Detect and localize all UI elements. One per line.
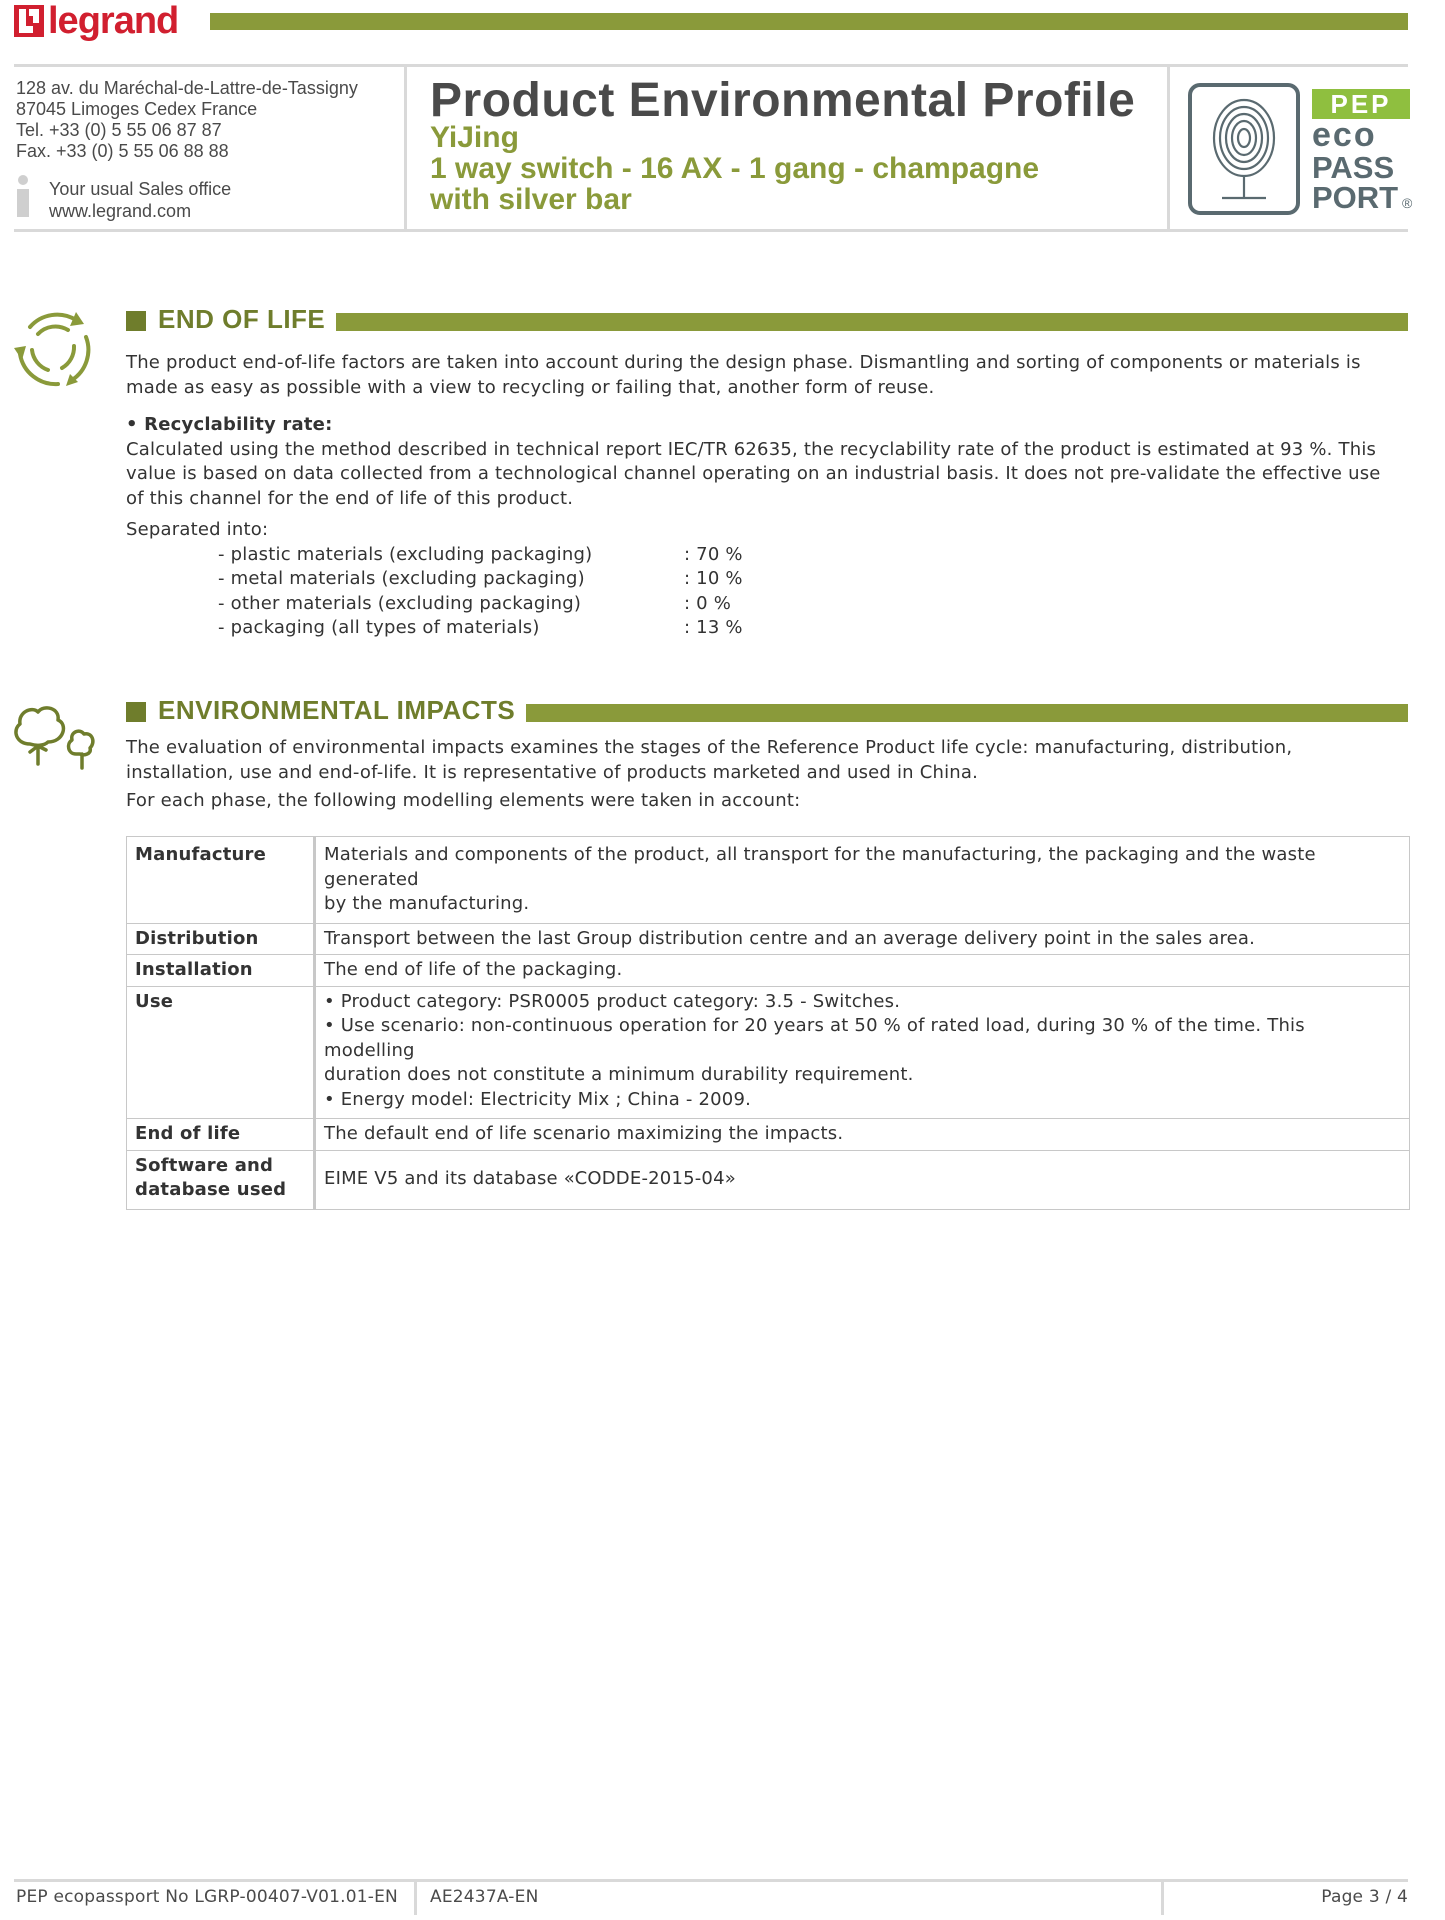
- text-line: • Energy model: Electricity Mix ; China - 2009.: [324, 1088, 752, 1110]
- table-row: [127, 986, 1410, 1119]
- product-description-cont: with silver bar: [430, 183, 632, 216]
- footer-rule: [14, 1879, 1408, 1882]
- material-value: : 13 %: [684, 617, 743, 638]
- pep-ecopassport-badge: [1188, 83, 1418, 215]
- list-item: [218, 592, 1018, 617]
- table-row: [127, 1150, 1410, 1209]
- section-marker: [126, 311, 146, 331]
- text-line: For each phase, the following modelling elements were taken in account:: [126, 790, 801, 811]
- modelling-elements-table: [126, 836, 1410, 1210]
- footer-divider: [1161, 1879, 1164, 1915]
- text-line: • Product category: PSR0005 product category: 3.5 - Switches.: [324, 990, 901, 1012]
- phase-line: database used: [135, 1179, 287, 1200]
- material-label: - packaging (all types of materials): [218, 617, 540, 638]
- company-address: [16, 78, 358, 162]
- product-name: [430, 122, 1039, 215]
- text-line: value is based on data collected from a technological channel operating on an industrial basis. It does not pre-validate the effective use: [126, 463, 1381, 484]
- page-number: Page 3 / 4: [1321, 1887, 1408, 1907]
- description-cell: [315, 955, 1410, 987]
- info-icon: [13, 175, 33, 217]
- list-item: [218, 567, 1018, 592]
- header-bottom-rule: [14, 229, 1408, 232]
- environmental-impacts-intro: [126, 736, 1410, 814]
- document-reference: AE2437A-EN: [430, 1887, 539, 1907]
- product-description: 1 way switch - 16 AX - 1 gang - champagne: [430, 152, 1040, 185]
- text-line: The evaluation of environmental impacts examines the stages of the Reference Product life cycle: manufacturing, distribution,: [126, 737, 1293, 758]
- brand-name: legrand: [48, 0, 179, 42]
- phase-cell: Use: [127, 986, 315, 1119]
- phase-cell: Installation: [127, 955, 315, 987]
- text-line: Materials and components of the product, all transport for the manufacturing, the packaging and the waste generated: [324, 844, 1316, 890]
- list-item: [218, 616, 1018, 641]
- environmental-impacts-heading: ENVIRONMENTAL IMPACTS: [158, 695, 516, 725]
- text-line: The default end of life scenario maximizing the impacts.: [324, 1123, 844, 1144]
- address-line: 128 av. du Maréchal-de-Lattre-de-Tassigny: [16, 78, 358, 98]
- description-cell: [315, 923, 1410, 955]
- text-line: Transport between the last Group distribution centre and an average delivery point in the sales area.: [324, 927, 1256, 949]
- pep-number: PEP ecopassport No LGRP-00407-V01.01-EN: [16, 1887, 398, 1907]
- text-line: The end of life of the packaging.: [324, 959, 623, 980]
- description-cell: [315, 837, 1410, 924]
- text-line: of this channel for the end of life of this product.: [126, 487, 574, 509]
- material-value: : 70 %: [684, 543, 743, 565]
- text-line: EIME V5 and its database «CODDE-2015-04»: [324, 1168, 736, 1190]
- text-line: The product end-of-life factors are taken into account during the design phase. Dismantling and sorting of components or materials is: [126, 352, 1361, 373]
- address-line: Tel. +33 (0) 5 55 06 87 87: [16, 120, 222, 140]
- description-cell: [315, 986, 1410, 1119]
- material-value: : 10 %: [684, 568, 743, 589]
- material-label: - plastic materials (excluding packaging): [218, 543, 593, 565]
- table-row: [127, 837, 1410, 924]
- section-marker: [126, 702, 146, 722]
- recyclability-label: • Recyclability rate:: [126, 414, 333, 435]
- badge-pep: PEP: [1330, 89, 1392, 119]
- text-line: made as easy as possible with a view to recycling or failing that, another form of reuse.: [126, 376, 935, 398]
- end-of-life-heading: END OF LIFE: [158, 304, 326, 334]
- header-top-rule: [14, 64, 1408, 67]
- description-cell: [315, 1119, 1410, 1151]
- address-line: Fax. +33 (0) 5 55 06 88 88: [16, 141, 229, 161]
- table-row: [127, 1119, 1410, 1151]
- header-divider-right: [1167, 66, 1170, 231]
- phase-cell: Manufacture: [127, 837, 315, 924]
- text-line: • Use scenario: non-continuous operation for 20 years at 50 % of rated load, during 30 % of the time. This modelling: [324, 1015, 1305, 1061]
- phase-cell: [127, 1150, 315, 1209]
- section-band: [336, 313, 1408, 331]
- sales-office-block: [49, 178, 231, 222]
- material-label: - other materials (excluding packaging): [218, 592, 582, 614]
- list-item: [218, 543, 1018, 568]
- separated-into-label: Separated into:: [126, 519, 269, 540]
- text-line: duration does not constitute a minimum durability requirement.: [324, 1064, 914, 1085]
- end-of-life-intro: [126, 351, 1410, 400]
- sales-office-label: Your usual Sales office: [49, 179, 232, 199]
- top-accent-band: [210, 13, 1408, 30]
- phase-cell: Distribution: [127, 923, 315, 955]
- phase-cell: End of life: [127, 1119, 315, 1151]
- fingerprint-tree-icon: [1214, 100, 1274, 198]
- material-label: - metal materials (excluding packaging): [218, 568, 585, 589]
- header-divider-left: [404, 66, 407, 231]
- section-band: [526, 704, 1408, 722]
- footer-divider: [414, 1879, 417, 1915]
- description-cell: [315, 1150, 1410, 1209]
- material-value: : 0 %: [684, 592, 732, 614]
- address-line: 87045 Limoges Cedex France: [16, 99, 258, 119]
- text-line: installation, use and end-of-life. It is representative of products marketed and used in China.: [126, 761, 979, 783]
- badge-eco: eco: [1312, 116, 1377, 154]
- website-link[interactable]: www.legrand.com: [49, 201, 192, 221]
- recyclability-text: [126, 438, 1410, 512]
- table-row: [127, 923, 1410, 955]
- text-line: Calculated using the method described in technical report IEC/TR 62635, the recyclability rate of the product is estimated at 93 %. This: [126, 438, 1377, 460]
- legrand-mark-icon: [14, 5, 44, 37]
- text-line: by the manufacturing.: [324, 893, 530, 914]
- product-range: YiJing: [430, 121, 519, 154]
- phase-line: Software and: [135, 1154, 274, 1176]
- legrand-logo: [14, 2, 178, 40]
- material-breakdown-list: [218, 543, 1018, 643]
- badge-registered-mark: ®: [1402, 195, 1413, 211]
- badge-pass: PASS: [1312, 150, 1395, 185]
- trees-icon: [8, 694, 98, 784]
- table-row: [127, 955, 1410, 987]
- badge-port: PORT: [1312, 180, 1399, 215]
- page-title: Product Environmental Profile: [430, 74, 1136, 127]
- recycle-icon: [8, 302, 98, 392]
